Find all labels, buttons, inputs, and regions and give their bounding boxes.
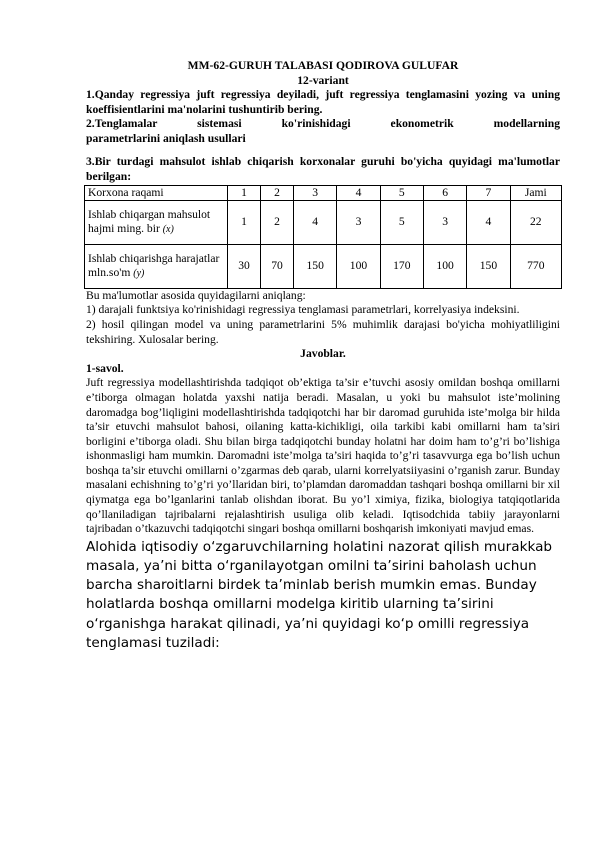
- spacer: [86, 146, 560, 155]
- variable-x: (x): [162, 223, 174, 235]
- question-3: 3.Bir turdagi mahsulot ishlab chiqarish korxonalar guruhi bo'yicha quyidagi ma'lumotlar berilgan:: [86, 155, 560, 183]
- table-cell: 100: [337, 244, 380, 288]
- answer-paragraph-sans: Alohida iqtisodiy o‘zgaruvchilarning holatini nazorat qilish murakkab masala, ya’ni bitta o‘rganilayotgan omilni ta’sirini baholash uchun barcha sharoitlarni birdek ta’minlab berish mumkin emas. Bunday holatlarda boshqa omillarni modelga kiritib ularning ta’sirini o‘rganishga harakat qilinadi, ya’ni quyidagi ko‘p omilli regressiya tenglamasi tuziladi:: [86, 538, 553, 651]
- table-row: [85, 200, 562, 244]
- row-label-y: [85, 244, 228, 288]
- table-cell: 30: [228, 244, 261, 288]
- table-row: [85, 244, 562, 288]
- table-cell: 70: [261, 244, 294, 288]
- table-cell: 22: [510, 200, 561, 244]
- table-header-cell: 4: [337, 185, 380, 200]
- question-2-line-2: parametrlarini aniqlash usullari: [86, 131, 246, 145]
- question-1: 1.Qanday regressiya juft regressiya deyiladi, juft regressiya tenglamasini yozing va uning koeffisientlarini ma'nolarini tushuntirib bering.: [86, 88, 560, 116]
- table-cell: 4: [294, 200, 337, 244]
- table-header-cell: 1: [228, 185, 261, 200]
- task-2: 2) hosil qilingan model va uning parametrlarini 5% muhimlik darajasi bo'yicha mohiyatliligini tekshiring. Xulosalar bering.: [86, 317, 560, 346]
- table-header-cell: 7: [467, 185, 510, 200]
- table-cell: 100: [423, 244, 466, 288]
- document-title: MM-62-GURUH TALABASI QODIROVA GULUFAR: [187, 59, 459, 72]
- row-label-text: Ishlab chiqarishga harajatlar mln.so'm: [88, 251, 220, 279]
- table-header-cell: Jami: [510, 185, 561, 200]
- table-cell: 2: [261, 200, 294, 244]
- table-cell: 3: [337, 200, 380, 244]
- variable-y: (y): [133, 267, 145, 279]
- table-cell: 770: [510, 244, 561, 288]
- document-page: [86, 58, 560, 653]
- table-cell: 150: [467, 244, 510, 288]
- table-header-cell: 2: [261, 185, 294, 200]
- table-header-label: Korxona raqami: [85, 185, 228, 200]
- task-1: 1) darajali funktsiya ko'rinishidagi regressiya tenglamasi parametrlari, korrelyasiya indeksini.: [86, 303, 520, 317]
- data-table: [84, 185, 562, 289]
- table-cell: 5: [380, 200, 423, 244]
- row-label-text: Ishlab chiqargan mahsulot hajmi ming. bir: [88, 207, 211, 235]
- tasks-intro: Bu ma'lumotlar asosida quyidagilarni aniqlang:: [86, 288, 306, 302]
- answers-heading: Javoblar.: [300, 347, 346, 361]
- question-2-line-1: 2.Tenglamalar sistemasi ko'rinishidagi ekonometrik modellarning: [86, 117, 560, 131]
- table-cell: 3: [423, 200, 466, 244]
- answer-1-heading: 1-savol.: [86, 361, 124, 375]
- table-cell: 1: [228, 200, 261, 244]
- table-header-cell: 6: [423, 185, 466, 200]
- row-label-x: [85, 200, 228, 244]
- variant-label: 12-variant: [297, 74, 349, 87]
- table-header-cell: 3: [294, 185, 337, 200]
- table-header-cell: 5: [380, 185, 423, 200]
- table-cell: 150: [294, 244, 337, 288]
- table-header-row: [85, 185, 562, 200]
- answer-paragraph: Juft regressiya modellashtirishda tadqiqot ob’ektiga ta’sir e’tuvchi asosiy omildan boshqa omillarni e’tiborga olmagan holatda yaxshi natija beradi. Masalan, u yoki bu mahsulot iste’molining daromadga bog’liqligini modellashtirishda tadqiqotchi har bir daromad guruhida iste’molga bir hilda ta’sir etuvchi mahsulot bahosi, oilaning katta-kichikligi, oila tarkibi kabi omillarni ham ta’siri borligini e’tiborga oladi. Shu bilan birga tadqiqotchi bunday holatni har doim ham to’g’ri bo’lishiga ishonmasligi ham mumkin. Daromadni iste’molga ta’siri haqida to’g’ri tasavvurga ega bo’lish uchun boshqa ta’sir etuvchi omillarni o’zgarmas deb qarab, ularni korrelyatsiiyasini o’rganish zarur. Bunday masalani echishning to’g’ri yo’llaridan biri, to’plamdan daromaddan tashqari boshqa omillarni bir xil qiymatga ega bo’lganlarini tanlab olishdan iborat. Bu yo’l ximiya, fizika, biologiya tatqiqotlarida qo’llaniladigan tajribalarni rejalashtirish usuliga olib keladi. Iqtisodchida tabiiy jarayonlarni tajribadan o’tkazuvchi tadqiqotchi singari boshqa omillarni boshqarish imkoniyati mavjud emas.: [86, 376, 560, 536]
- table-cell: 170: [380, 244, 423, 288]
- table-cell: 4: [467, 200, 510, 244]
